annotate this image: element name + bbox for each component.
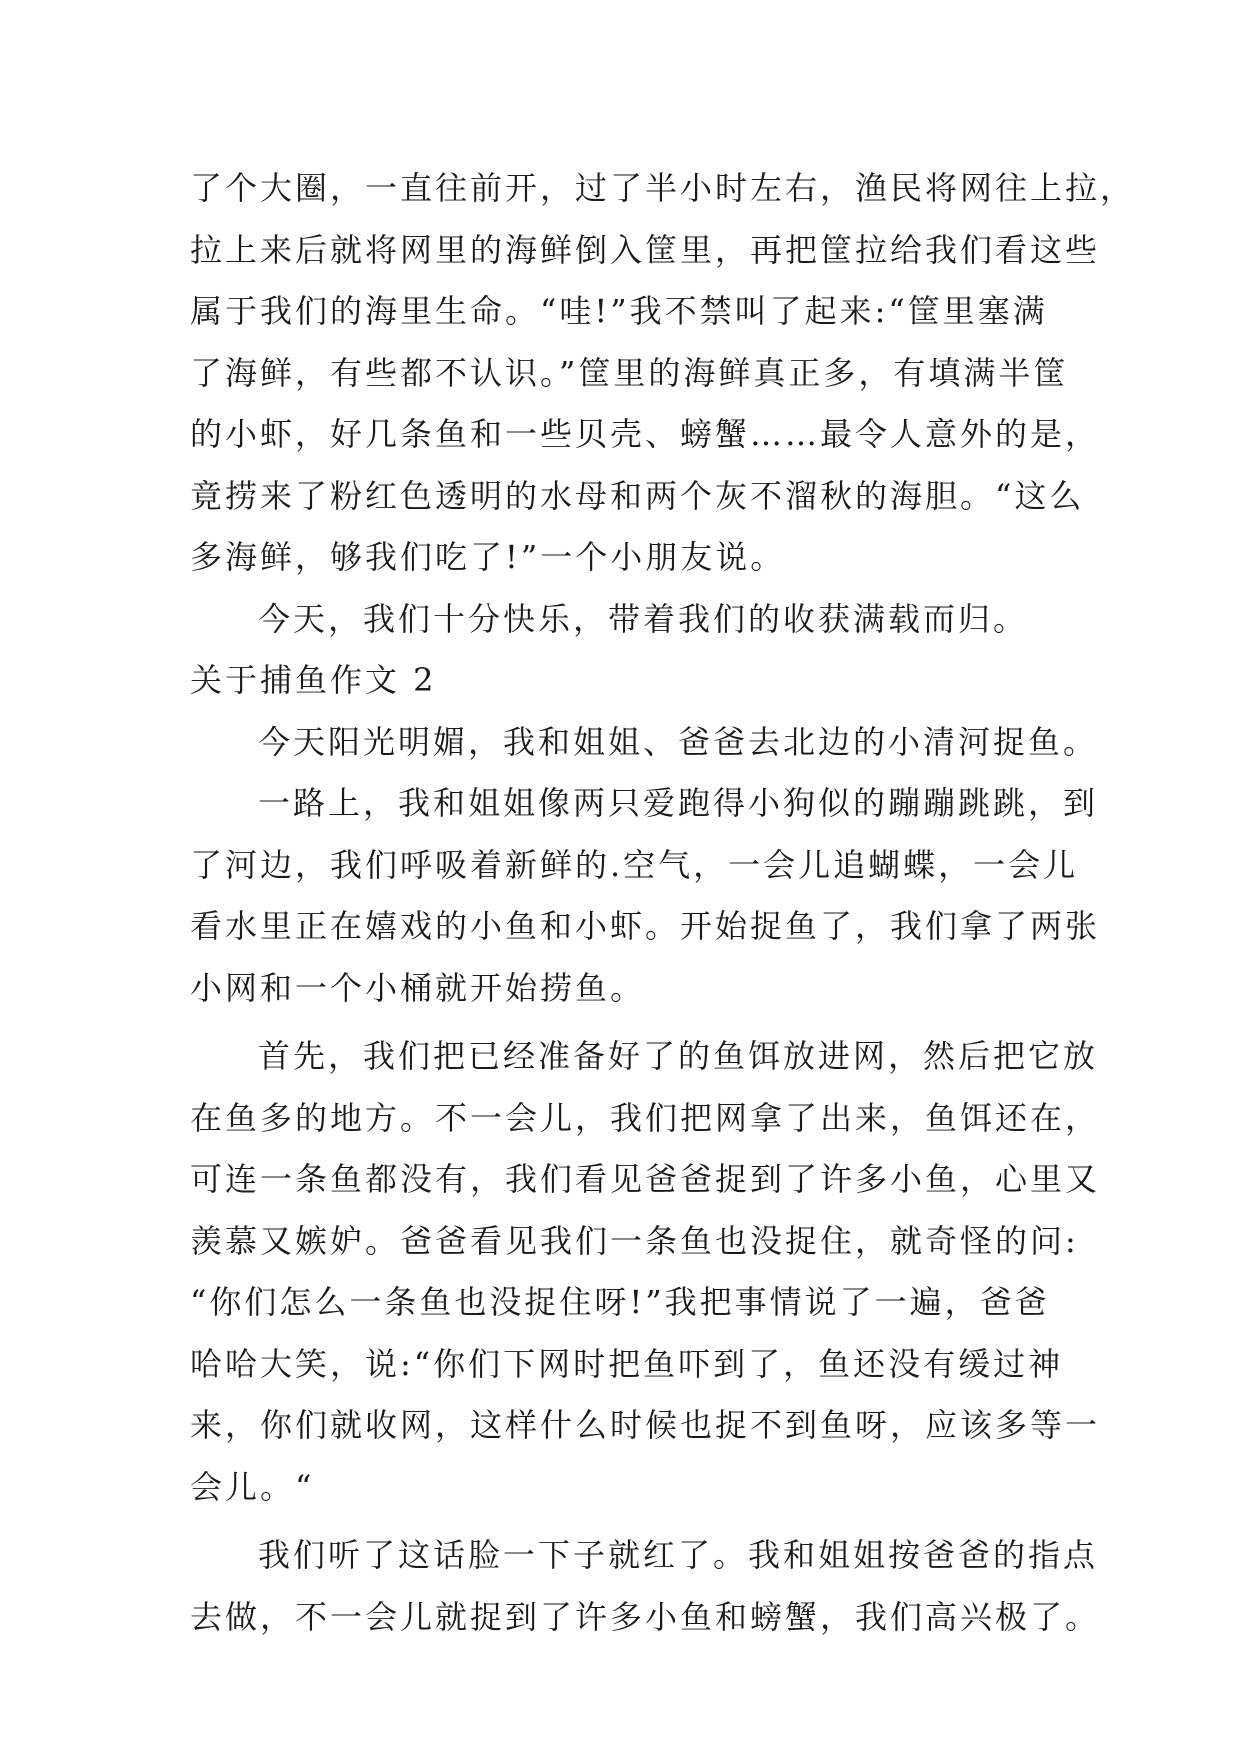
- text-line: 小网和一个小桶就开始捞鱼。: [190, 968, 646, 1007]
- text-line: 首先，我们把已经准备好了的鱼饵放进网，然后把它放: [258, 1037, 1099, 1075]
- text-line: 多海鲜，够我们吃了!”一个小朋友说。: [190, 538, 786, 576]
- text-line: 竟捞来了粉红色透明的水母和两个灰不溜秋的海胆。“这么: [190, 476, 1085, 515]
- text-line: 了个大圈，一直往前开，过了半小时左右，渔民将网往上拉，: [190, 169, 1136, 207]
- text-line: 我们听了这话脸一下子就红了。我和姐姐按爸爸的指点: [258, 1536, 1099, 1574]
- text-line: 今天阳光明媚，我和姐姐、爸爸去北边的小清河捉鱼。: [258, 722, 1099, 761]
- text-line: 的小虾，好几条鱼和一些贝壳、螃蟹……最令人意外的是，: [190, 415, 1101, 453]
- text-line: 看水里正在嬉戏的小鱼和小虾。开始捉鱼了，我们拿了两张: [190, 907, 1101, 945]
- text-line: 去做，不一会儿就捉到了许多小鱼和螃蟹，我们高兴极了。: [190, 1597, 1101, 1636]
- text-line: 羡慕又嫉妒。爸爸看见我们一条鱼也没捉住，就奇怪的问:: [190, 1221, 1079, 1260]
- text-line: 了海鲜，有些都不认识。”筐里的海鲜真正多，有填满半筐: [190, 353, 1069, 392]
- text-line: 来，你们就收网，这样什么时候也捉不到鱼呀，应该多等一: [190, 1406, 1101, 1444]
- text-line: 了河边，我们呼吸着新鲜的.空气，一会儿追蝴蝶，一会儿: [190, 845, 1079, 884]
- text-line: “你们怎么一条鱼也没捉住呀!”我把事情说了一遍，爸爸: [190, 1283, 1050, 1321]
- text-line: 今天，我们十分快乐，带着我们的收获满载而归。: [258, 599, 1029, 638]
- text-line: 会儿。“: [190, 1467, 315, 1506]
- text-line: 哈哈大笑，说:“你们下网时把鱼吓到了，鱼还没有缓过神: [190, 1344, 1064, 1383]
- essay-body: [190, 158, 1136, 1648]
- text-line: 一路上，我和姐姐像两只爱跑得小狗似的蹦蹦跳跳，到: [258, 784, 1099, 822]
- text-line: 拉上来后就将网里的海鲜倒入筐里，再把筐拉给我们看这些: [190, 230, 1101, 269]
- text-line: 可连一条鱼都没有，我们看见爸爸捉到了许多小鱼，心里又: [190, 1160, 1101, 1198]
- text-line: 属于我们的海里生命。“哇!”我不禁叫了起来:“筐里塞满: [190, 292, 1048, 330]
- section-heading: 关于捕鱼作文 2: [190, 661, 437, 699]
- text-line: 在鱼多的地方。不一会儿，我们把网拿了出来，鱼饵还在，: [190, 1098, 1101, 1137]
